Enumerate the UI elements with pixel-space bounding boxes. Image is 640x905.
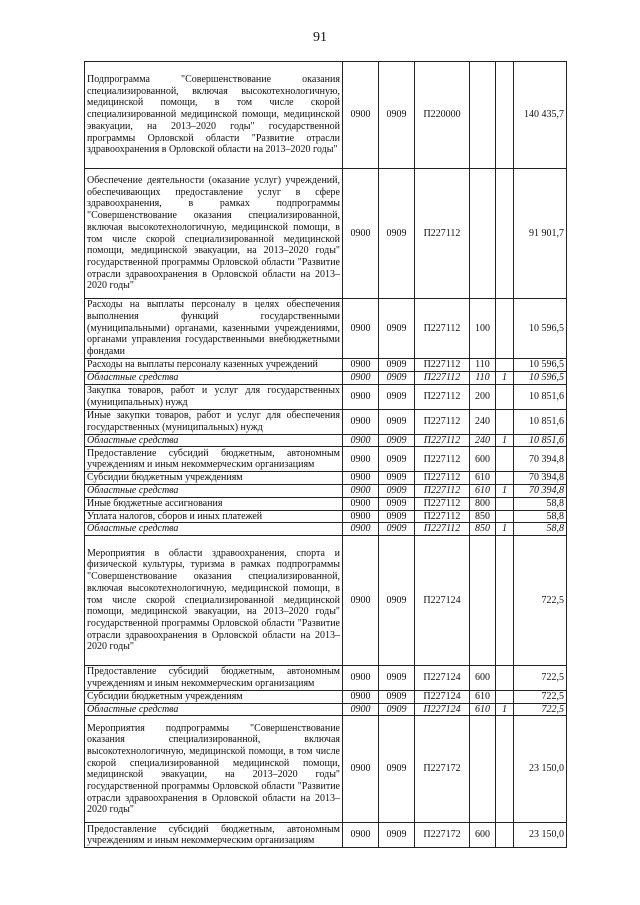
- cell-ministry-code: 0900: [343, 299, 379, 359]
- cell-expense-type: 610: [470, 472, 496, 485]
- cell-amount: 10 851,6: [514, 409, 567, 434]
- cell-amount: 10 596,5: [514, 299, 567, 359]
- cell-amount: 10 596,5: [514, 372, 567, 385]
- cell-description: Подпрограмма "Совершенствование оказания специализированной, включая высокотехнологичную, медицинской помощи, в том числе скорой специализированной медицинской помощи, медицинской эвакуации, на 2013–2020 годы" государственной программы Орловской области "Развитие отрасли здравоохранения в Орловской области на 2013–2020 годы": [85, 62, 343, 169]
- cell-amount: 722,5: [514, 703, 567, 716]
- table-row: [85, 372, 567, 385]
- cell-ministry-code: 0900: [343, 523, 379, 536]
- cell-funding-source: [496, 169, 514, 299]
- cell-amount: 58,8: [514, 497, 567, 510]
- cell-ministry-code: 0900: [343, 535, 379, 665]
- cell-section-code: 0909: [379, 535, 415, 665]
- table-row: [85, 447, 567, 472]
- cell-section-code: 0909: [379, 447, 415, 472]
- cell-amount: 722,5: [514, 535, 567, 665]
- cell-target-code: П227112: [415, 359, 470, 372]
- cell-description: Закупка товаров, работ и услуг для государственных (муниципальных) нужд: [85, 384, 343, 409]
- cell-expense-type: [470, 62, 496, 169]
- cell-ministry-code: 0900: [343, 169, 379, 299]
- cell-description: Областные средства: [85, 434, 343, 447]
- table-row: [85, 169, 567, 299]
- cell-funding-source: 1: [496, 703, 514, 716]
- cell-amount: 91 901,7: [514, 169, 567, 299]
- cell-amount: 722,5: [514, 690, 567, 703]
- table-row: [85, 703, 567, 716]
- cell-description: Расходы на выплаты персоналу в целях обеспечения выполнения функций государственными (муниципальными) органами, казенными учреждениями, органами управления государственными внебюджетными фондами: [85, 299, 343, 359]
- cell-target-code: П220000: [415, 62, 470, 169]
- cell-expense-type: 610: [470, 690, 496, 703]
- cell-target-code: П227112: [415, 472, 470, 485]
- cell-expense-type: 110: [470, 372, 496, 385]
- cell-section-code: 0909: [379, 62, 415, 169]
- cell-description: Иные бюджетные ассигнования: [85, 497, 343, 510]
- cell-ministry-code: 0900: [343, 472, 379, 485]
- cell-amount: 10 596,5: [514, 359, 567, 372]
- cell-section-code: 0909: [379, 384, 415, 409]
- cell-funding-source: [496, 535, 514, 665]
- cell-target-code: П227124: [415, 665, 470, 690]
- cell-target-code: П227172: [415, 716, 470, 823]
- cell-section-code: 0909: [379, 372, 415, 385]
- cell-description: Областные средства: [85, 485, 343, 498]
- cell-expense-type: 240: [470, 409, 496, 434]
- cell-expense-type: 100: [470, 299, 496, 359]
- cell-section-code: 0909: [379, 299, 415, 359]
- cell-description: Субсидии бюджетным учреждениям: [85, 690, 343, 703]
- cell-description: Расходы на выплаты персоналу казенных учреждений: [85, 359, 343, 372]
- cell-description: Предоставление субсидий бюджетным, автономным учреждениям и иным некоммерческим организациям: [85, 447, 343, 472]
- page-number: 91: [313, 30, 327, 45]
- table-row: [85, 716, 567, 823]
- cell-target-code: П227112: [415, 434, 470, 447]
- cell-amount: 23 150,0: [514, 716, 567, 823]
- cell-amount: 23 150,0: [514, 823, 567, 848]
- table-body: [85, 62, 567, 848]
- cell-target-code: П227172: [415, 823, 470, 848]
- cell-expense-type: [470, 169, 496, 299]
- cell-funding-source: [496, 665, 514, 690]
- table-row: [85, 384, 567, 409]
- cell-section-code: 0909: [379, 472, 415, 485]
- cell-funding-source: 1: [496, 434, 514, 447]
- cell-section-code: 0909: [379, 523, 415, 536]
- cell-section-code: 0909: [379, 665, 415, 690]
- cell-amount: 58,8: [514, 510, 567, 523]
- table-row: [85, 665, 567, 690]
- cell-ministry-code: 0900: [343, 447, 379, 472]
- cell-expense-type: 850: [470, 510, 496, 523]
- cell-target-code: П227112: [415, 510, 470, 523]
- cell-funding-source: 1: [496, 372, 514, 385]
- table-row: [85, 823, 567, 848]
- cell-amount: 70 394,8: [514, 447, 567, 472]
- table-row: [85, 359, 567, 372]
- cell-target-code: П227112: [415, 299, 470, 359]
- cell-expense-type: 600: [470, 823, 496, 848]
- cell-funding-source: [496, 384, 514, 409]
- cell-amount: 58,8: [514, 523, 567, 536]
- cell-ministry-code: 0900: [343, 409, 379, 434]
- cell-description: Предоставление субсидий бюджетным, автономным учреждениям и иным некоммерческим организациям: [85, 823, 343, 848]
- cell-ministry-code: 0900: [343, 703, 379, 716]
- cell-funding-source: [496, 472, 514, 485]
- cell-target-code: П227112: [415, 447, 470, 472]
- cell-ministry-code: 0900: [343, 665, 379, 690]
- cell-amount: 140 435,7: [514, 62, 567, 169]
- cell-description: Субсидии бюджетным учреждениям: [85, 472, 343, 485]
- cell-amount: 10 851,6: [514, 434, 567, 447]
- table-row: [85, 299, 567, 359]
- cell-ministry-code: 0900: [343, 497, 379, 510]
- cell-description: Областные средства: [85, 523, 343, 536]
- cell-description: Обеспечение деятельности (оказание услуг) учреждений, обеспечивающих предоставление услуг в сфере здравоохранения, в рамках подпрограммы "Совершенствование оказания специализированной, включая высокотехнологичную, медицинской помощи, в том числе скорой специализированной медицинской помощи, медицинской эвакуации, на 2013–2020 годы" государственной программы Орловской области "Развитие отрасли здравоохранения в Орловской области на 2013–2020 годы": [85, 169, 343, 299]
- cell-funding-source: [496, 62, 514, 169]
- cell-amount: 722,5: [514, 665, 567, 690]
- cell-expense-type: 610: [470, 703, 496, 716]
- cell-expense-type: 110: [470, 359, 496, 372]
- cell-funding-source: [496, 716, 514, 823]
- table-row: [85, 409, 567, 434]
- cell-description: Мероприятия подпрограммы "Совершенствование оказания специализированной, включая высокотехнологичную, медицинской помощи, в том числе скорой специализированной медицинской помощи, медицинской эвакуации, на 2013–2020 годы" государственной программы Орловской области "Развитие отрасли здравоохранения в Орловской области на 2013–2020 годы": [85, 716, 343, 823]
- table-row: [85, 510, 567, 523]
- cell-expense-type: 200: [470, 384, 496, 409]
- cell-funding-source: 1: [496, 485, 514, 498]
- table-row: [85, 523, 567, 536]
- cell-expense-type: 800: [470, 497, 496, 510]
- cell-target-code: П227124: [415, 690, 470, 703]
- cell-expense-type: [470, 535, 496, 665]
- cell-target-code: П227112: [415, 485, 470, 498]
- cell-target-code: П227112: [415, 169, 470, 299]
- cell-section-code: 0909: [379, 703, 415, 716]
- cell-section-code: 0909: [379, 497, 415, 510]
- cell-funding-source: 1: [496, 523, 514, 536]
- cell-amount: 70 394,8: [514, 485, 567, 498]
- cell-ministry-code: 0900: [343, 823, 379, 848]
- cell-ministry-code: 0900: [343, 372, 379, 385]
- cell-funding-source: [496, 299, 514, 359]
- cell-ministry-code: 0900: [343, 359, 379, 372]
- cell-expense-type: 610: [470, 485, 496, 498]
- cell-target-code: П227112: [415, 497, 470, 510]
- cell-expense-type: 850: [470, 523, 496, 536]
- table-row: [85, 472, 567, 485]
- cell-ministry-code: 0900: [343, 62, 379, 169]
- cell-description: Уплата налогов, сборов и иных платежей: [85, 510, 343, 523]
- cell-section-code: 0909: [379, 690, 415, 703]
- cell-funding-source: [496, 409, 514, 434]
- budget-table: [84, 61, 567, 848]
- cell-target-code: П227112: [415, 384, 470, 409]
- cell-section-code: 0909: [379, 409, 415, 434]
- cell-ministry-code: 0900: [343, 485, 379, 498]
- cell-amount: 10 851,6: [514, 384, 567, 409]
- cell-target-code: П227124: [415, 703, 470, 716]
- table-row: [85, 62, 567, 169]
- cell-description: Мероприятия в области здравоохранения, спорта и физической культуры, туризма в рамках подпрограммы "Совершенствование оказания специализированной, включая высокотехнологичную, медицинской помощи, в том числе скорой специализированной медицинской помощи, медицинской эвакуации, на 2013–2020 годы" государственной программы Орловской области "Развитие отрасли здравоохранения в Орловской области на 2013–2020 годы": [85, 535, 343, 665]
- cell-target-code: П227124: [415, 535, 470, 665]
- cell-ministry-code: 0900: [343, 384, 379, 409]
- table-row: [85, 434, 567, 447]
- cell-funding-source: [496, 447, 514, 472]
- cell-section-code: 0909: [379, 510, 415, 523]
- cell-section-code: 0909: [379, 716, 415, 823]
- cell-funding-source: [496, 359, 514, 372]
- cell-expense-type: 600: [470, 665, 496, 690]
- cell-funding-source: [496, 690, 514, 703]
- cell-ministry-code: 0900: [343, 690, 379, 703]
- cell-description: Предоставление субсидий бюджетным, автономным учреждениям и иным некоммерческим организациям: [85, 665, 343, 690]
- cell-target-code: П227112: [415, 523, 470, 536]
- cell-description: Областные средства: [85, 372, 343, 385]
- cell-expense-type: 600: [470, 447, 496, 472]
- cell-funding-source: [496, 823, 514, 848]
- cell-amount: 70 394,8: [514, 472, 567, 485]
- cell-ministry-code: 0900: [343, 510, 379, 523]
- cell-target-code: П227112: [415, 409, 470, 434]
- table-row: [85, 535, 567, 665]
- cell-section-code: 0909: [379, 359, 415, 372]
- cell-funding-source: [496, 497, 514, 510]
- cell-section-code: 0909: [379, 485, 415, 498]
- table-row: [85, 485, 567, 498]
- cell-funding-source: [496, 510, 514, 523]
- cell-expense-type: [470, 716, 496, 823]
- cell-section-code: 0909: [379, 169, 415, 299]
- cell-target-code: П227112: [415, 372, 470, 385]
- cell-ministry-code: 0900: [343, 716, 379, 823]
- cell-section-code: 0909: [379, 823, 415, 848]
- table-row: [85, 497, 567, 510]
- cell-description: Областные средства: [85, 703, 343, 716]
- cell-ministry-code: 0900: [343, 434, 379, 447]
- cell-expense-type: 240: [470, 434, 496, 447]
- cell-description: Иные закупки товаров, работ и услуг для обеспечения государственных (муниципальных) нужд: [85, 409, 343, 434]
- cell-section-code: 0909: [379, 434, 415, 447]
- table-row: [85, 690, 567, 703]
